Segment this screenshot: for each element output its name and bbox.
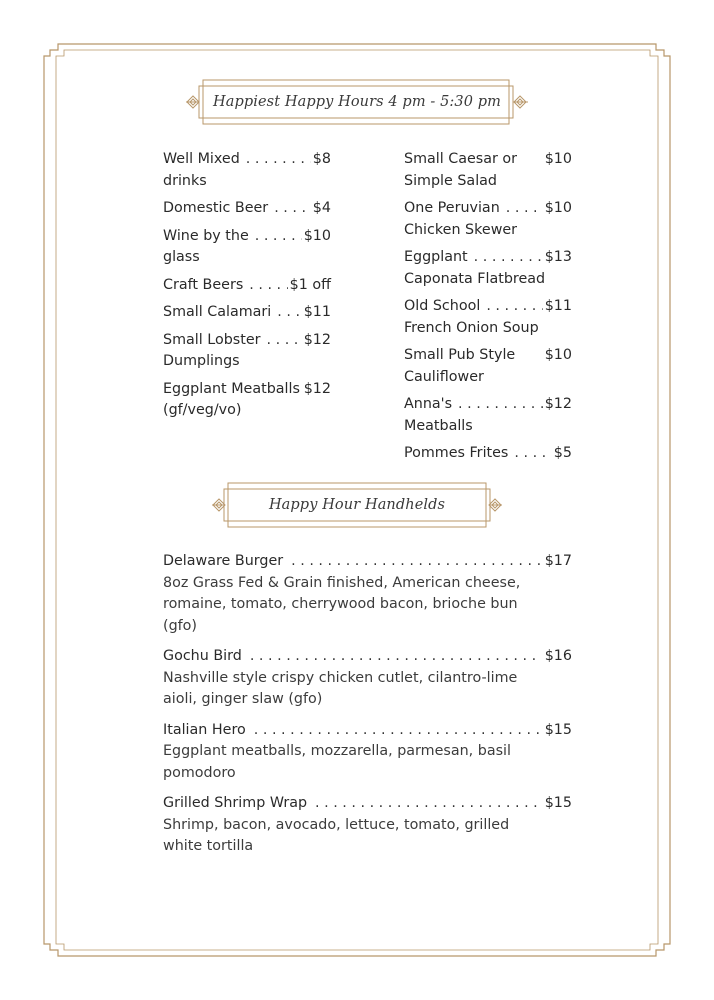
item-name: Pommes Frites — [404, 445, 509, 461]
item-price: $15 — [544, 721, 572, 738]
item-name: Eggplant — [404, 249, 468, 265]
menu-item — [163, 646, 572, 711]
menu-item — [163, 149, 331, 192]
menu-item — [163, 551, 572, 637]
item-price: $11 — [303, 304, 331, 320]
item-name-cont: Meatballs — [404, 417, 473, 434]
item-name-cont: Caponata Flatbread — [404, 270, 546, 287]
banner-happy-hours-frame — [186, 80, 528, 124]
item-name: Craft Beers — [163, 276, 244, 293]
menu-item — [163, 226, 331, 269]
menu-item — [404, 394, 572, 437]
menu-item — [404, 247, 572, 290]
item-name-cont: (gf/veg/vo) — [163, 402, 242, 418]
menu-item — [163, 379, 331, 422]
item-name: Gochu Bird — [163, 648, 242, 664]
menu-item — [404, 198, 572, 241]
item-name: Wine by the — [163, 227, 249, 244]
item-name: Domestic Beer — [163, 200, 269, 216]
section-title-handhelds: Happy Hour Handhelds — [268, 497, 446, 513]
item-price: $11 — [544, 298, 572, 314]
handhelds-list — [163, 551, 572, 867]
menu-item — [163, 330, 331, 373]
item-name: Anna's — [404, 396, 453, 412]
item-description: Eggplant meatballs, mozzarella, parmesan, basil pomodoro — [163, 743, 511, 781]
item-name: Well Mixed — [163, 151, 240, 167]
happy-hour-right-column — [404, 149, 572, 471]
item-name-cont: Simple Salad — [404, 172, 498, 189]
item-price: $10 — [303, 227, 331, 244]
menu-item — [163, 198, 331, 220]
item-name: Small Calamari — [163, 304, 272, 320]
item-name: Delaware Burger — [163, 553, 284, 569]
item-price: $13 — [544, 249, 572, 265]
menu-item — [404, 345, 572, 388]
item-name-cont: Dumplings — [163, 353, 240, 369]
item-name-cont: Cauliflower — [404, 368, 484, 385]
item-name: Grilled Shrimp Wrap — [163, 795, 308, 811]
item-price: $12 — [544, 396, 572, 412]
menu-item — [163, 302, 331, 324]
item-name: Old School — [404, 298, 481, 314]
item-price: $12 — [303, 331, 331, 348]
item-name: Small Caesar or — [404, 151, 518, 167]
banner-handhelds-frame — [212, 483, 502, 527]
item-price: $15 — [544, 795, 572, 811]
item-price: $10 — [544, 347, 572, 363]
item-price: $17 — [544, 553, 572, 569]
item-price: $16 — [544, 648, 572, 664]
item-name: Small Lobster — [163, 331, 261, 348]
item-price: $8 — [312, 151, 331, 167]
item-description: Shrimp, bacon, avocado, lettuce, tomato, grilled white tortilla — [163, 816, 510, 854]
happy-hour-left-column — [163, 149, 331, 428]
item-description: 8oz Grass Fed & Grain finished, American cheese, romaine, tomato, cherrywood bacon, brioche bun (gfo) — [163, 574, 521, 634]
item-price: $4 — [312, 200, 331, 216]
item-name-cont: French Onion Soup — [404, 319, 539, 336]
item-price: $12 — [303, 380, 331, 397]
menu-item — [163, 275, 331, 297]
menu-item — [404, 443, 572, 465]
section-title-happy-hours: Happiest Happy Hours 4 pm - 5:30 pm — [213, 94, 501, 110]
item-name: Small Pub Style — [404, 347, 516, 363]
item-price: $10 — [544, 151, 572, 167]
item-name: One Peruvian — [404, 200, 500, 216]
menu-item — [163, 720, 572, 785]
item-description: Nashville style crispy chicken cutlet, cilantro-lime aioli, ginger slaw (gfo) — [163, 669, 518, 707]
menu-item — [404, 296, 572, 339]
item-name: Eggplant Meatballs — [163, 380, 300, 397]
menu-item — [163, 793, 572, 858]
item-price: $10 — [544, 200, 572, 216]
item-name-cont: drinks — [163, 172, 207, 189]
menu-item — [404, 149, 572, 192]
item-price: $5 — [553, 445, 572, 461]
item-name-cont: glass — [163, 249, 200, 265]
item-price: $1 off — [289, 276, 331, 293]
item-name: Italian Hero — [163, 721, 246, 738]
item-name-cont: Chicken Skewer — [404, 221, 518, 238]
